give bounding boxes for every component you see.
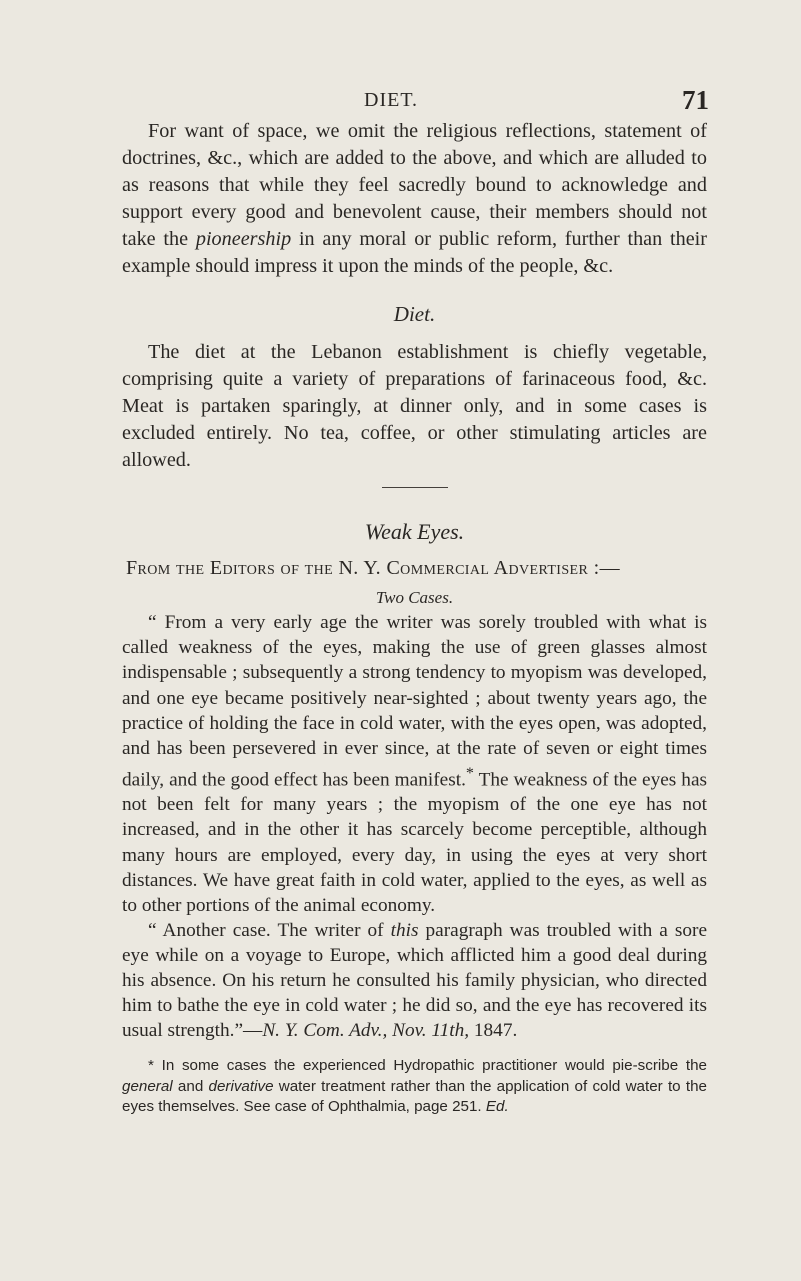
footnote-italic-2: derivative	[208, 1077, 274, 1095]
case-two-paragraph	[122, 918, 707, 1043]
intro-text-2: in any moral or public reform, further than their example should impress it upon the minds of the people, &c.	[122, 228, 707, 277]
case-two-italic: this	[390, 919, 419, 941]
citation: N. Y. Com. Adv., Nov. 11th,	[262, 1020, 470, 1042]
case-two-text-1: “ Another case. The writer of	[148, 919, 391, 941]
footnote-text-3: water treatment rather than the application of cold water to the eyes themselves. See case of Ophthalmia, page 251.	[122, 1077, 707, 1116]
section-divider	[382, 487, 448, 488]
footnote-reference: *	[465, 764, 474, 782]
footnote-text-1: In some cases the experienced Hydropathic practitioner would pie-scribe the	[161, 1057, 707, 1075]
intro-paragraph	[122, 118, 707, 280]
case-two-text-2: paragraph was troubled with a sore eye while on a voyage to Europe, which afflicted him a good deal during his absence. On his return he consulted his family physician, who directed him to bathe the eye in cold water ; he did so, and the eye has recovered its usual strength.”—	[122, 919, 708, 1042]
footnote-italic-3: Ed.	[485, 1098, 509, 1116]
running-title: DIET.	[364, 89, 419, 111]
running-head	[0, 85, 801, 115]
intro-text-1: For want of space, we omit the religious reflections, statement of doctrines, &c., which are added to the above, and which are alluded to as reasons that while they feel sacredly bound to acknowledge and support every good and benevolent cause, their members should not take the	[122, 120, 707, 250]
weak-eyes-heading: Weak Eyes.	[364, 519, 465, 545]
footnote-italic-1: general	[122, 1077, 173, 1095]
diet-paragraph: The diet at the Lebanon establishment is chiefly vegetable, comprising quite a variety of preparations of farinaceous food, &c. Meat is partaken sparingly, at dinner only, and in some cases is excluded entirely. No tea, coffee, or other stimulating articles are allowed.	[122, 341, 707, 471]
footnote-text-2: and	[172, 1077, 209, 1095]
case-one-text-1: “ From a very early age the writer was sorely troubled with what is called weakness of the eyes, making the use of green glasses almost indispensable ; subsequently a strong tendency to myopism was developed, and one eye became positively near-sighted ; about twenty years ago, the practice of holding the face in cold water, with the eyes open, was adopted, and has been persevered in ever since, at the rate of seven or eight times daily, and the good effect has been manifest.	[122, 612, 707, 791]
footnote-mark: *	[148, 1057, 162, 1075]
page-content	[122, 118, 707, 1118]
source-caps: Commercial Advertiser	[386, 557, 589, 580]
source-prefix: From the Editors of the N. Y.	[126, 557, 387, 580]
page-number: 71	[682, 85, 709, 115]
footnote	[122, 1056, 707, 1117]
diet-heading: Diet.	[393, 302, 436, 326]
intro-italic-word: pioneership	[195, 228, 292, 250]
case-one-text-2: The weakness of the eyes has not been felt for many years ; the myopism of the one eye has not increased, and in the other it has scarcely become perceptible, although many hours are employed, every day, in using the eyes at very short distances. We have great faith in cold water, applied to the eyes, as well as to other portions of the animal economy.	[122, 769, 708, 916]
case-one-paragraph	[122, 610, 707, 918]
source-line	[126, 555, 707, 581]
source-suffix: :—	[588, 557, 621, 580]
cases-heading: Two Cases.	[375, 588, 454, 608]
citation-year: 1847.	[469, 1020, 518, 1042]
